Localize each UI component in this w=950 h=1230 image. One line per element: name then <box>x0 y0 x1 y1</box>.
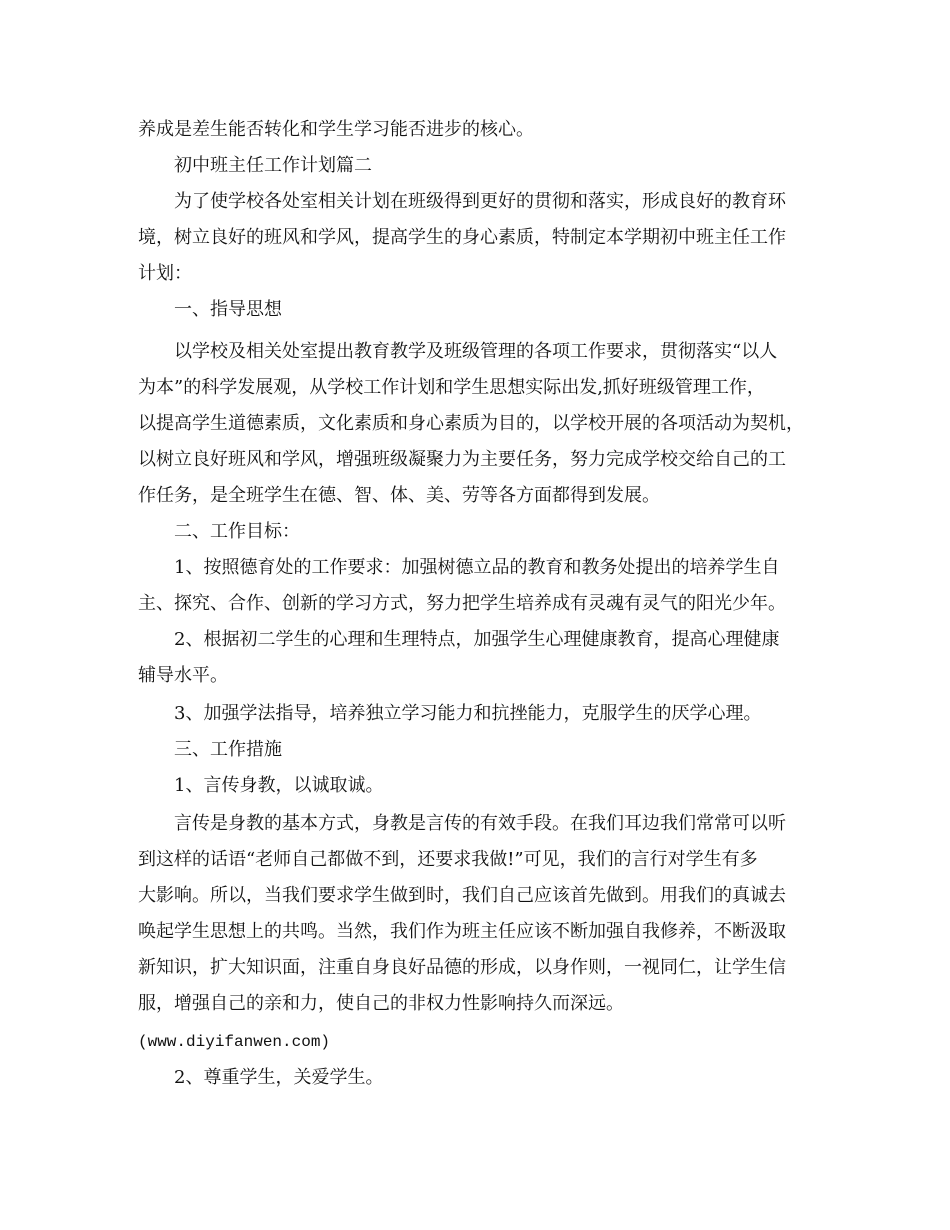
paragraph-line: 作任务，是全班学生在德、智、体、美、劳等各方面都得到发展。 <box>138 485 660 506</box>
heading-work-goals: 二、工作目标： <box>174 521 300 542</box>
paragraph-line: 服，增强自己的亲和力，使自己的非权力性影响持久而深远。 <box>138 993 624 1014</box>
paragraph-line: 以树立良好班风和学风，增强班级凝聚力为主要任务，努力完成学校交给自己的工 <box>138 449 786 470</box>
heading-guiding-thought: 一、指导思想 <box>174 299 282 320</box>
paragraph-line: 以提高学生道德素质，文化素质和身心素质为目的，以学校开展的各项活动为契机， <box>138 413 804 434</box>
paragraph-line: 大影响。所以，当我们要求学生做到时，我们自己应该首先做到。用我们的真诚去 <box>138 885 786 906</box>
paragraph-line: 新知识，扩大知识面，注重自身良好品德的形成，以身作则，一视同仁，让学生信 <box>138 957 786 978</box>
paragraph-line: 1、按照德育处的工作要求：加强树德立品的教育和教务处提出的培养学生自 <box>174 557 780 578</box>
section-title: 初中班主任工作计划篇二 <box>174 155 372 176</box>
paragraph-line: 2、根据初二学生的心理和生理特点，加强学生心理健康教育，提高心理健康 <box>174 629 780 650</box>
heading-work-measures: 三、工作措施 <box>174 739 282 760</box>
source-url: (www.diyifanwen.com) <box>138 1033 331 1051</box>
paragraph-line: 主、探究、合作、创新的学习方式，努力把学生培养成有灵魂有灵气的阳光少年。 <box>138 593 786 614</box>
subheading: 2、尊重学生，关爱学生。 <box>174 1067 384 1088</box>
paragraph-line: 为本”的科学发展观，从学校工作计划和学生思想实际出发,抓好班级管理工作， <box>138 377 765 398</box>
paragraph-line: 计划： <box>138 263 192 284</box>
paragraph-line: 为了使学校各处室相关计划在班级得到更好的贯彻和落实，形成良好的教育环 <box>174 191 786 212</box>
paragraph-line: 境，树立良好的班风和学风，提高学生的身心素质，特制定本学期初中班主任工作 <box>138 227 786 248</box>
paragraph-line: 以学校及相关处室提出教育教学及班级管理的各项工作要求，贯彻落实“以人 <box>174 341 778 362</box>
subheading: 1、言传身教，以诚取诚。 <box>174 775 384 796</box>
paragraph-line: 到这样的话语“老师自己都做不到，还要求我做!”可见，我们的言行对学生有多 <box>138 849 758 870</box>
paragraph-line: 辅导水平。 <box>138 665 228 686</box>
paragraph-line: 养成是差生能否转化和学生学习能否进步的核心。 <box>138 119 534 140</box>
paragraph-line: 言传是身教的基本方式，身教是言传的有效手段。在我们耳边我们常常可以听 <box>174 813 786 834</box>
paragraph-line: 3、加强学法指导，培养独立学习能力和抗挫能力，克服学生的厌学心理。 <box>174 703 762 724</box>
paragraph-line: 唤起学生思想上的共鸣。当然，我们作为班主任应该不断加强自我修养，不断汲取 <box>138 921 786 942</box>
